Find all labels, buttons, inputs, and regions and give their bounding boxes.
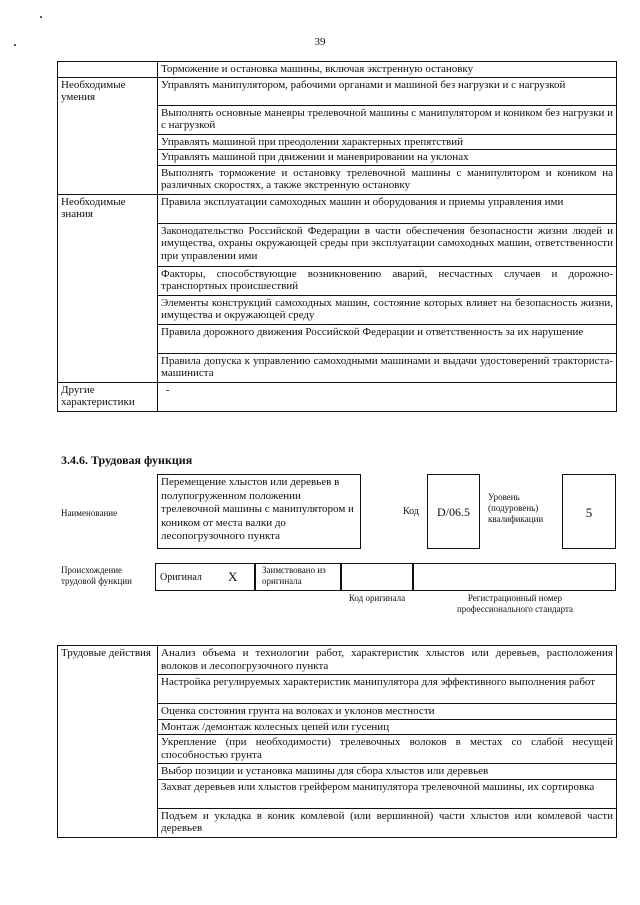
- table-row: [58, 382, 617, 411]
- row-content: -: [158, 382, 617, 411]
- origin-borrowed-label: Заимствовано из оригинала: [262, 565, 326, 586]
- level-value-box: [562, 474, 616, 549]
- table-row: [58, 77, 617, 105]
- origin-original-label: Оригинал: [160, 572, 202, 583]
- row-content: Выполнять основные маневры трелевочной машины с манипулятором и коником без нагрузки и с нагрузкой: [158, 105, 617, 134]
- code-value: D/06.5: [437, 505, 470, 519]
- code-value-box: [427, 474, 480, 549]
- row-content: Анализ объема и технологии работ, характеристик хлыстов или деревьев, расположения волоков и лесопогрузочного пункта: [158, 646, 617, 675]
- level-value: 5: [585, 505, 593, 520]
- row-content: Управлять машиной при движении и маневрировании на уклонах: [158, 150, 617, 166]
- row-content: Монтаж /демонтаж колесных цепей или гусениц: [158, 719, 617, 735]
- scan-speck: [40, 16, 42, 18]
- row-label-skills: Необходимые умения: [58, 77, 158, 194]
- row-content: Подъем и укладка в коник комлевой (или вершинной) части хлыстов или комлевой части деревьев: [158, 808, 617, 837]
- origin-original-mark: X: [228, 569, 238, 584]
- row-content: Настройка регулируемых характеристик манипулятора для эффективного выполнения работ: [158, 675, 617, 704]
- table-row: [58, 646, 617, 675]
- row-content: Правила дорожного движения Российской Федерации и ответственность за их нарушение: [158, 324, 617, 353]
- row-content: Торможение и остановка машины, включая экстренную остановку: [158, 62, 617, 78]
- row-content: Оценка состояния грунта на волоках и уклонов местности: [158, 704, 617, 720]
- row-content: Захват деревьев или хлыстов грейфером манипулятора трелевочной машины, их сортировка: [158, 779, 617, 808]
- section-title: 3.4.6. Трудовая функция: [61, 453, 193, 467]
- row-content: Управлять машиной при преодолении характерных препятствий: [158, 134, 617, 150]
- row-content: Управлять манипулятором, рабочими органами и машиной без нагрузки и с нагрузкой: [158, 77, 617, 105]
- code-label: Код: [403, 506, 419, 517]
- origin-reg-caption: Регистрационный номер профессионального стандарта: [456, 593, 574, 614]
- name-label: Наименование: [61, 508, 118, 518]
- skills-knowledge-table: [57, 61, 617, 412]
- labor-actions-table: [57, 645, 617, 838]
- row-content: Укрепление (при необходимости) трелевочных волоков в местах со слабой несущей способностью грунта: [158, 735, 617, 764]
- row-content: Правила эксплуатации самоходных машин и оборудования и приемы управления ими: [158, 194, 617, 223]
- origin-code-box: [341, 563, 413, 591]
- row-content: Факторы, способствующие возникновению аварий, несчастных случаев и дорожно-транспортных происшествий: [158, 266, 617, 295]
- row-content: Элементы конструкций самоходных машин, состояние которых влияет на безопасность жизни, имущества и окружающей среду: [158, 295, 617, 324]
- row-label-knowledge: Необходимые знания: [58, 194, 158, 382]
- origin-label: Происхождение трудовой функции: [61, 565, 132, 586]
- row-label-other: Другие характеристики: [58, 382, 158, 411]
- page-number: 39: [314, 36, 326, 48]
- row-content: Правила допуска к управлению самоходными машинами и выдачи удостоверений тракториста-машиниста: [158, 353, 617, 382]
- function-name-value: Перемещение хлыстов или деревьев в полупогруженном положении трелевочной машины с манипулятором и коником от места валки до лесопогрузочного пункта: [161, 476, 354, 542]
- row-label-actions: Трудовые действия: [58, 646, 158, 838]
- row-content: Выполнять торможение и остановку трелевочной машины с манипулятором и коником на различных скоростях, а также экстренную остановку: [158, 165, 617, 194]
- level-label: Уровень (подуровень) квалификации: [488, 492, 544, 524]
- row-content: Законодательство Российской Федерации в части обеспечения безопасности жизни людей и имущества, охраны окружающей среды при эксплуатации самоходных машин, ответственности при управлении ими: [158, 223, 617, 266]
- origin-reg-box: [413, 563, 616, 591]
- origin-code-caption: Код оригинала: [348, 593, 406, 603]
- row-content: Выбор позиции и установка машины для сбора хлыстов или деревьев: [158, 764, 617, 780]
- table-row: [58, 62, 617, 78]
- table-row: [58, 194, 617, 223]
- row-label: [58, 62, 158, 78]
- function-name-box: [157, 474, 361, 549]
